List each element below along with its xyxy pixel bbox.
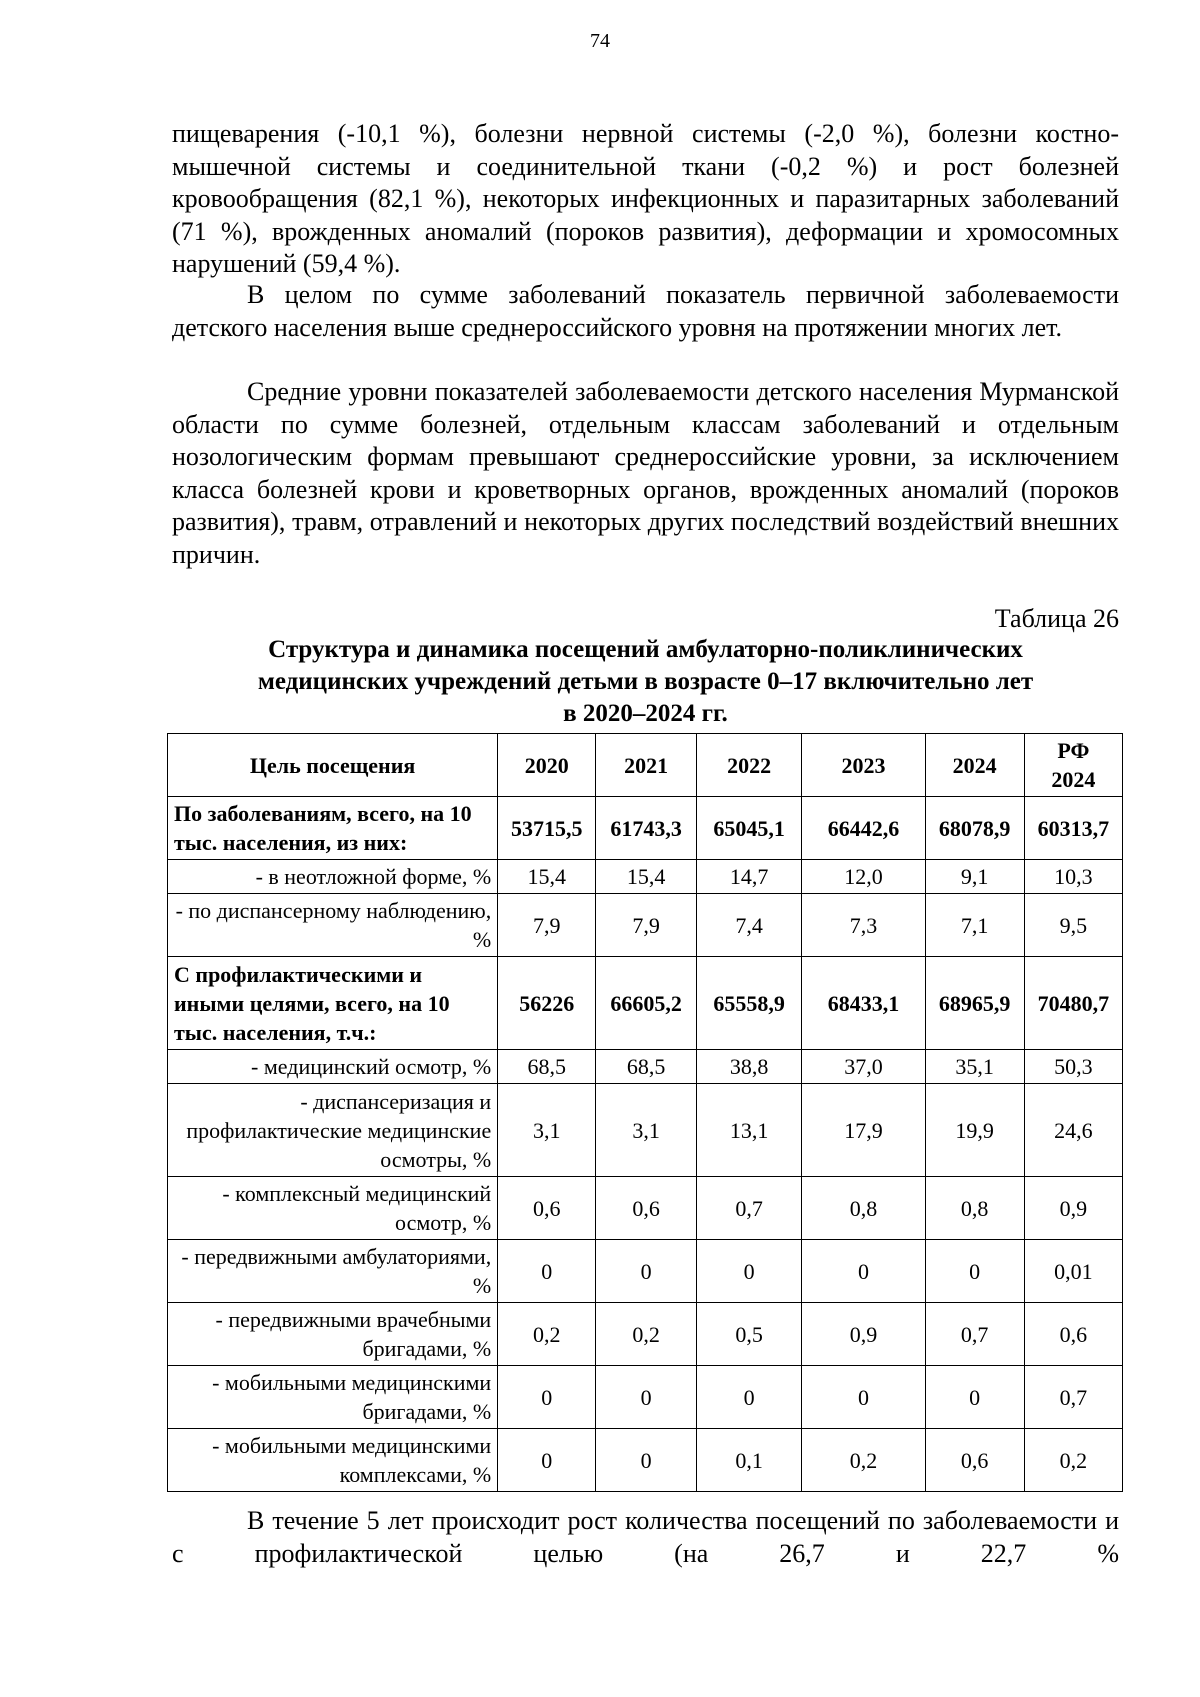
cell-2022: 0,1 [696, 1429, 802, 1492]
row-label: - медицинский осмотр, % [168, 1050, 498, 1084]
visits-table [167, 733, 1123, 1492]
cell-rf: 0,2 [1024, 1429, 1122, 1492]
cell-rf: 50,3 [1024, 1050, 1122, 1084]
cell-2021: 61743,3 [596, 797, 696, 860]
cell-2022: 38,8 [696, 1050, 802, 1084]
cell-2022: 0,7 [696, 1177, 802, 1240]
cell-2020: 56226 [498, 957, 596, 1050]
cell-2021: 7,9 [596, 894, 696, 957]
cell-2022: 65558,9 [696, 957, 802, 1050]
cell-2023: 17,9 [802, 1084, 925, 1177]
header-rf-2024: РФ 2024 [1024, 734, 1122, 797]
header-2022: 2022 [696, 734, 802, 797]
table-row [168, 1050, 1123, 1084]
table-row [168, 1366, 1123, 1429]
row-label: С профилактическими и иными целями, всего, на 10 тыс. населения, т.ч.: [168, 957, 498, 1050]
cell-2021: 15,4 [596, 860, 696, 894]
cell-rf: 0,6 [1024, 1303, 1122, 1366]
table-header-row [168, 734, 1123, 797]
table-title-line: медицинских учреждений детьми в возрасте 0–17 включительно лет [257, 668, 1034, 695]
cell-rf: 0,9 [1024, 1177, 1122, 1240]
cell-2024: 35,1 [925, 1050, 1024, 1084]
table-label: Таблица 26 [994, 604, 1119, 633]
cell-2020: 0 [498, 1240, 596, 1303]
cell-2024: 68078,9 [925, 797, 1024, 860]
table-row [168, 797, 1123, 860]
cell-rf: 70480,7 [1024, 957, 1122, 1050]
cell-2023: 66442,6 [802, 797, 925, 860]
cell-2023: 0 [802, 1366, 925, 1429]
cell-2022: 7,4 [696, 894, 802, 957]
header-purpose: Цель посещения [168, 734, 498, 797]
cell-2023: 7,3 [802, 894, 925, 957]
table-row [168, 1240, 1123, 1303]
cell-rf: 0,01 [1024, 1240, 1122, 1303]
table-row [168, 1177, 1123, 1240]
header-2021: 2021 [596, 734, 696, 797]
cell-2020: 3,1 [498, 1084, 596, 1177]
cell-2021: 0,6 [596, 1177, 696, 1240]
row-label: По заболеваниям, всего, на 10 тыс. населения, из них: [168, 797, 498, 860]
cell-2023: 0,9 [802, 1303, 925, 1366]
table-row [168, 860, 1123, 894]
cell-2022: 0 [696, 1240, 802, 1303]
cell-2021: 66605,2 [596, 957, 696, 1050]
paragraph: В целом по сумме заболеваний показатель первичной заболеваемости детского населения выше среднероссийского уровня на протяжении многих лет. [172, 280, 1119, 342]
table-row [168, 1429, 1123, 1492]
cell-2020: 0 [498, 1429, 596, 1492]
table-title [172, 634, 1119, 730]
cell-2020: 7,9 [498, 894, 596, 957]
header-2020: 2020 [498, 734, 596, 797]
cell-2023: 37,0 [802, 1050, 925, 1084]
cell-2020: 0 [498, 1366, 596, 1429]
cell-2021: 0,2 [596, 1303, 696, 1366]
cell-2023: 0,2 [802, 1429, 925, 1492]
cell-rf: 0,7 [1024, 1366, 1122, 1429]
cell-2024: 0 [925, 1240, 1024, 1303]
cell-rf: 60313,7 [1024, 797, 1122, 860]
cell-2024: 0 [925, 1366, 1024, 1429]
table-row [168, 894, 1123, 957]
cell-2022: 13,1 [696, 1084, 802, 1177]
paragraph: Средние уровни показателей заболеваемости детского населения Мурманской области по сумме болезней, отдельным классам заболеваний и отдельным нозологическим формам превышают среднероссийские уровни, за исключением класса болезней крови и кроветворных органов, врожденных аномалий (пороков развития), травм, отравлений и некоторых других последствий воздействий внешних причин. [172, 377, 1119, 569]
row-label: - мобильными медицинскими бригадами, % [168, 1366, 498, 1429]
cell-2024: 0,8 [925, 1177, 1024, 1240]
cell-2023: 12,0 [802, 860, 925, 894]
table-title-line: в 2020–2024 гг. [563, 700, 728, 727]
cell-2024: 0,7 [925, 1303, 1024, 1366]
cell-2020: 53715,5 [498, 797, 596, 860]
row-label: - комплексный медицинский осмотр, % [168, 1177, 498, 1240]
cell-2021: 3,1 [596, 1084, 696, 1177]
cell-2020: 15,4 [498, 860, 596, 894]
row-label: - диспансеризация и профилактические медицинские осмотры, % [168, 1084, 498, 1177]
cell-2021: 0 [596, 1366, 696, 1429]
cell-2021: 0 [596, 1240, 696, 1303]
table-row [168, 957, 1123, 1050]
row-label: - передвижными врачебными бригадами, % [168, 1303, 498, 1366]
cell-rf: 9,5 [1024, 894, 1122, 957]
header-2023: 2023 [802, 734, 925, 797]
paragraph: В течение 5 лет происходит рост количества посещений по заболеваемости и с профилактической целью (на 26,7 и 22,7 % [172, 1506, 1119, 1568]
cell-2024: 9,1 [925, 860, 1024, 894]
cell-2024: 7,1 [925, 894, 1024, 957]
paragraph: пищеварения (-10,1 %), болезни нервной системы (-2,0 %), болезни костно-мышечной системы и соединительной ткани (-0,2 %) и рост болезней кровообращения (82,1 %), некоторых инфекционных и паразитарных заболеваний (71 %), врожденных аномалий (пороков развития), деформации и хромосомных нарушений (59,4 %). [172, 119, 1119, 278]
cell-2022: 0,5 [696, 1303, 802, 1366]
cell-2022: 65045,1 [696, 797, 802, 860]
cell-2023: 0 [802, 1240, 925, 1303]
cell-rf: 10,3 [1024, 860, 1122, 894]
cell-2020: 0,2 [498, 1303, 596, 1366]
cell-2024: 0,6 [925, 1429, 1024, 1492]
cell-2021: 68,5 [596, 1050, 696, 1084]
row-label: - мобильными медицинскими комплексами, % [168, 1429, 498, 1492]
cell-2020: 0,6 [498, 1177, 596, 1240]
row-label: - в неотложной форме, % [168, 860, 498, 894]
cell-2021: 0 [596, 1429, 696, 1492]
table-row [168, 1084, 1123, 1177]
row-label: - передвижными амбулаториями, % [168, 1240, 498, 1303]
row-label: - по диспансерному наблюдению, % [168, 894, 498, 957]
cell-2022: 14,7 [696, 860, 802, 894]
cell-2020: 68,5 [498, 1050, 596, 1084]
table-row [168, 1303, 1123, 1366]
table-title-line: Структура и динамика посещений амбулаторно-поликлинических [268, 636, 1023, 663]
header-2024: 2024 [925, 734, 1024, 797]
cell-2024: 19,9 [925, 1084, 1024, 1177]
cell-2024: 68965,9 [925, 957, 1024, 1050]
cell-2023: 68433,1 [802, 957, 925, 1050]
cell-rf: 24,6 [1024, 1084, 1122, 1177]
cell-2023: 0,8 [802, 1177, 925, 1240]
cell-2022: 0 [696, 1366, 802, 1429]
page-number: 74 [590, 30, 610, 52]
